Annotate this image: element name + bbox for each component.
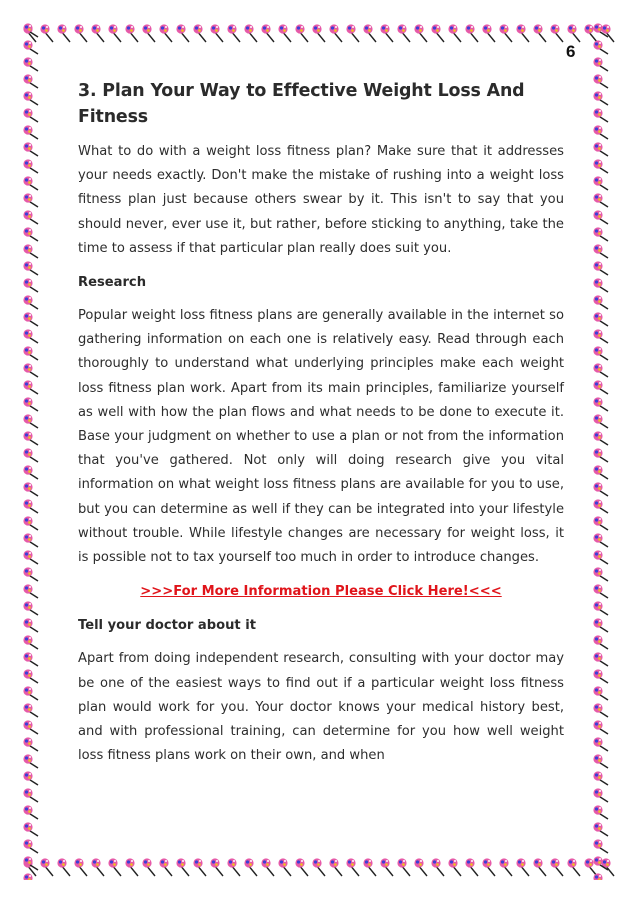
more-info-link-container xyxy=(78,580,564,604)
intro-paragraph: What to do with a weight loss fitness plan? Make sure that it addresses your needs exactly. Don't make the mistake of rushing into a weight loss fitness plan just because others swear by it. This isn't to say that you should never, ever use it, but rather, before sticking to anything, take the time to assess if that particular plan really does suit you. xyxy=(78,144,564,256)
doctor-heading: Tell your doctor about it xyxy=(78,618,256,634)
section-heading: 3. Plan Your Way to Effective Weight Loss And Fitness xyxy=(78,81,525,127)
research-paragraph: Popular weight loss fitness plans are generally available in the internet so gathering information on each one is relatively easy. Read through each thoroughly to understand what underlying principles make each weight loss fitness plan work. Apart from its main principles, familiarize yourself as well with how the plan flows and what needs to be done to execute it. Base your judgment on whether to use a plan or not from the information that you've gathered. Not only will doing research give you vital information on what weight loss fitness plans are available for you to use, but you can determine as well if they can be integrated into your lifestyle without trouble. While lifestyle changes are necessary for weight loss, it is possible not to tax yourself too much in order to introduce changes. xyxy=(78,308,564,566)
left-border-lollipop-icon xyxy=(22,22,46,880)
more-info-link[interactable]: >>>For More Information Please Click Here!<<< xyxy=(140,584,502,600)
document-body xyxy=(78,78,564,778)
research-heading: Research xyxy=(78,275,147,291)
right-border-lollipop-icon xyxy=(592,22,616,880)
doctor-paragraph: Apart from doing independent research, consulting with your doctor may be one of the easiest ways to find out if a particular weight loss fitness plan would work for you. Your doctor knows your medical history best, and with professional training, can determine for you how well weight loss fitness plans work on their own, and when xyxy=(78,651,564,764)
bottom-border-lollipop-icon xyxy=(22,856,616,880)
page-number: 6 xyxy=(566,42,576,61)
top-border-lollipop-icon xyxy=(22,22,616,46)
